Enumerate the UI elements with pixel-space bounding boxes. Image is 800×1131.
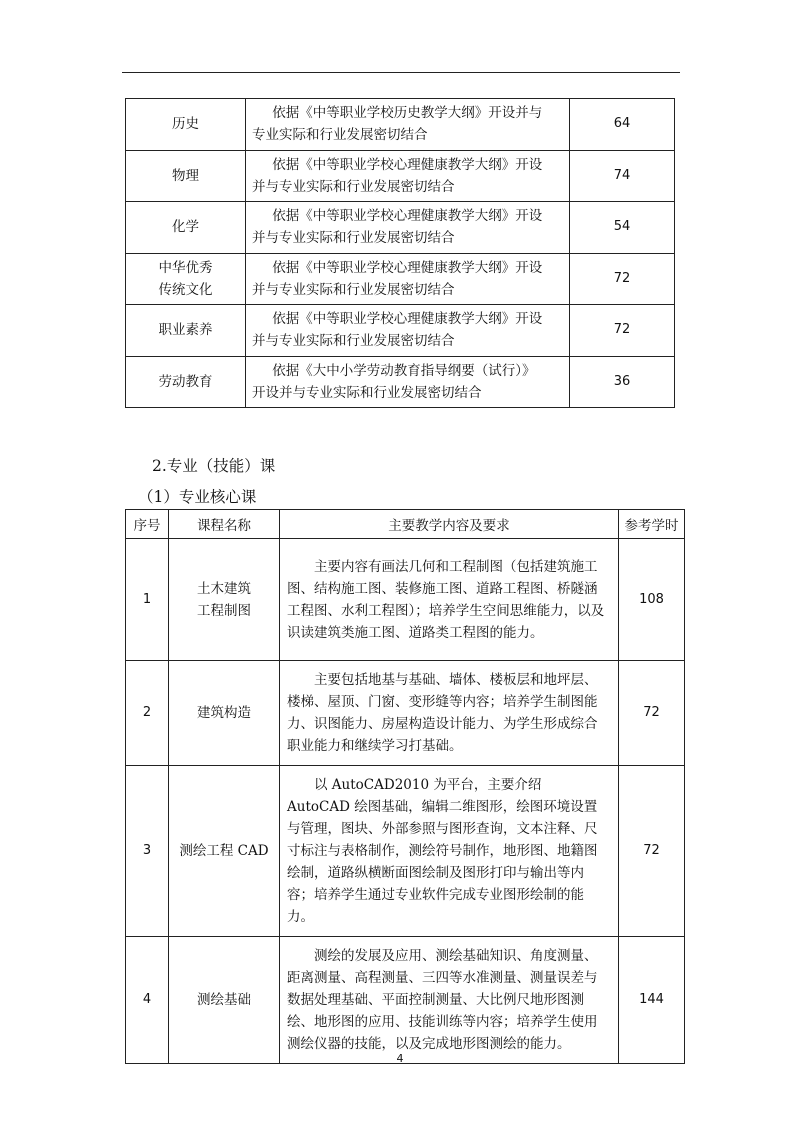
- table-row: [126, 150, 675, 202]
- course-hours: 144: [619, 937, 685, 1064]
- course-description: 依据《大中小学劳动教育指导纲要（试行）》 开设并与专业实际和行业发展密切结合: [246, 356, 570, 408]
- row-seq: 1: [126, 539, 169, 661]
- course-name: 测绘基础: [169, 937, 280, 1064]
- course-hours: 72: [570, 305, 675, 357]
- table-row: [126, 202, 675, 254]
- course-name: 中华优秀 传统文化: [126, 253, 246, 305]
- course-name: 建筑构造: [169, 661, 280, 766]
- table-row: [126, 766, 685, 937]
- course-description: 依据《中等职业学校心理健康教学大纲》开设 并与专业实际和行业发展密切结合: [246, 150, 570, 202]
- course-description: 依据《中等职业学校历史教学大纲》开设并与 专业实际和行业发展密切结合: [246, 99, 570, 151]
- header-name: 课程名称: [169, 510, 280, 539]
- course-content: 主要内容有画法几何和工程制图（包括建筑施工图、结构施工图、装修施工图、道路工程图、桥隧涵工程图、水利工程图）；培养学生空间思维能力，以及识读建筑类施工图、道路类工程图的能力。: [280, 539, 619, 661]
- course-content: 主要包括地基与基础、墙体、楼板层和地坪层、楼梯、屋顶、门窗、变形缝等内容；培养学生制图能力、识图能力、房屋构造设计能力、为学生形成综合职业能力和继续学习打基础。: [280, 661, 619, 766]
- course-hours: 72: [619, 766, 685, 937]
- course-name: 职业素养: [126, 305, 246, 357]
- course-hours: 72: [570, 253, 675, 305]
- page-number: 4: [396, 1052, 404, 1065]
- section-title: 2.专业（技能）课: [152, 457, 276, 475]
- course-name: 物理: [126, 150, 246, 202]
- row-seq: 2: [126, 661, 169, 766]
- course-content: 以 AutoCAD2010 为平台，主要介绍 AutoCAD 绘图基础，编辑二维图形，绘图环境设置与管理，图块、外部参照与图形查询，文本注释、尺寸标注与表格制作，测绘符号制作，地形图、地籍图绘制，道路纵横断面图绘制及图形打印与输出等内容；培养学生通过专业软件完成专业图形绘制的能力。: [280, 766, 619, 937]
- course-name: 化学: [126, 202, 246, 254]
- course-hours: 36: [570, 356, 675, 408]
- header-content: 主要教学内容及要求: [280, 510, 619, 539]
- course-name: 测绘工程 CAD: [169, 766, 280, 937]
- table-row: [126, 99, 675, 151]
- header-hours: 参考学时: [619, 510, 685, 539]
- course-hours: 54: [570, 202, 675, 254]
- course-hours: 74: [570, 150, 675, 202]
- row-seq: 4: [126, 937, 169, 1064]
- general-courses-table: [125, 98, 675, 408]
- course-content: 测绘的发展及应用、测绘基础知识、角度测量、距离测量、高程测量、三四等水准测量、测量误差与数据处理基础、平面控制测量、大比例尺地形图测绘、地形图的应用、技能训练等内容；培养学生使用测绘仪器的技能，以及完成地形图测绘的能力。: [280, 937, 619, 1064]
- table-row: [126, 253, 675, 305]
- table-header-row: [126, 510, 685, 539]
- course-name: 土木建筑 工程制图: [169, 539, 280, 661]
- course-name: 劳动教育: [126, 356, 246, 408]
- course-description: 依据《中等职业学校心理健康教学大纲》开设 并与专业实际和行业发展密切结合: [246, 305, 570, 357]
- course-description: 依据《中等职业学校心理健康教学大纲》开设 并与专业实际和行业发展密切结合: [246, 253, 570, 305]
- subsection-title: （1）专业核心课: [138, 488, 257, 506]
- table-row: [126, 539, 685, 661]
- course-hours: 64: [570, 99, 675, 151]
- course-hours: 72: [619, 661, 685, 766]
- course-description: 依据《中等职业学校心理健康教学大纲》开设 并与专业实际和行业发展密切结合: [246, 202, 570, 254]
- course-name: 历史: [126, 99, 246, 151]
- header-seq: 序号: [126, 510, 169, 539]
- table-row: [126, 305, 675, 357]
- core-courses-table: [125, 509, 685, 1064]
- table-row: [126, 937, 685, 1064]
- course-hours: 108: [619, 539, 685, 661]
- header-rule: [122, 72, 680, 73]
- row-seq: 3: [126, 766, 169, 937]
- table-row: [126, 661, 685, 766]
- table-row: [126, 356, 675, 408]
